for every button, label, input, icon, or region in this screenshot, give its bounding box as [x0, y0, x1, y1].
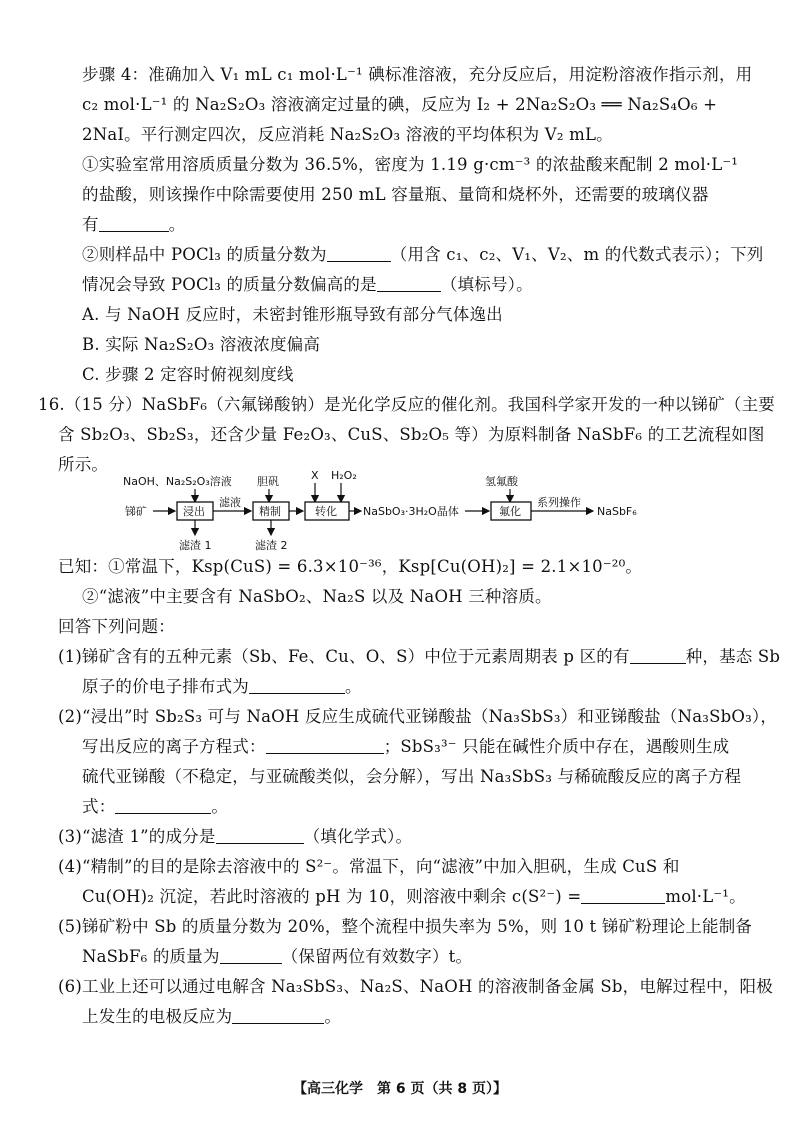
part3-prefix: (3)“滤渣 1”的成分是	[58, 827, 216, 846]
part2-line2-prefix: 写出反应的离子方程式：	[82, 737, 266, 756]
flow-reagent-hf: 氢氟酸	[485, 475, 518, 488]
step4-q1-line-1: ①实验室常用溶质质量分数为 36.5%，密度为 1.19 g·cm⁻³ 的浓盐酸来配制 2 mol·L⁻¹	[82, 155, 739, 174]
q2-prefix: ②则样品中 POCl₃ 的质量分数为	[82, 245, 327, 264]
flow-box-leach-label: 浸出	[183, 505, 205, 518]
part6-line2-prefix: 上发生的电极反应为	[82, 1007, 233, 1026]
part2-line4-prefix: 式：	[82, 797, 116, 816]
step4-line-3: 2NaI。平行测定四次，反应消耗 Na₂S₂O₃ 溶液的平均体积为 V₂ mL。	[82, 125, 613, 144]
process-flow-diagram	[115, 465, 675, 555]
step4-q1-line-3	[82, 214, 185, 236]
step4-q2-line-1	[82, 244, 764, 266]
answer-blank[interactable]	[99, 215, 169, 232]
part6-line-1: (6)工业上还可以通过电解含 Na₃SbS₃、Na₂S、NaOH 的溶液制备金属 Sb，电解过程中，阳极	[58, 977, 773, 996]
answer-blank[interactable]	[220, 947, 282, 964]
part2-line2-suffix: ；SbS₃³⁻ 只能在碱性介质中存在，遇酸则生成	[383, 737, 730, 756]
flow-box-convert-label: 转化	[315, 505, 337, 518]
option-a: A. 与 NaOH 反应时，未密封锥形瓶导致有部分气体逸出	[82, 305, 503, 324]
part5-line-2	[82, 946, 472, 968]
part1-suffix: 种，基态 Sb	[685, 647, 781, 666]
answer-blank[interactable]	[327, 245, 391, 262]
answer-blank[interactable]	[249, 677, 345, 694]
q2-suffix: （用含 c₁、c₂、V₁、V₂、m 的代数式表示）；下列	[390, 245, 764, 264]
part1-line-2	[82, 676, 362, 698]
part2-line-1: (2)“浸出”时 Sb₂S₃ 可与 NaOH 反应生成硫代亚锑酸盐（Na₃SbS₃）和亚锑酸盐（Na₃SbO₃），	[58, 707, 778, 726]
part6-line-2	[82, 1006, 341, 1028]
part2-line-4	[82, 796, 228, 818]
part2-line-2	[82, 736, 729, 758]
step4-line-1: 步骤 4：准确加入 V₁ mL c₁ mol·L⁻¹ 碘标准溶液，充分反应后，用淀粉溶液作指示剂，用	[82, 65, 753, 84]
flow-residue1: 滤渣 1	[179, 539, 212, 552]
q1-suffix: 。	[168, 215, 186, 234]
option-c: C. 步骤 2 定容时俯视刻度线	[82, 365, 294, 384]
part2-line-3: 硫代亚锑酸（不稳定，与亚硫酸类似，会分解），写出 Na₃SbS₃ 与稀硫酸反应的离子方程	[82, 767, 742, 786]
part3-line	[58, 826, 412, 848]
option-b: B. 实际 Na₂S₂O₃ 溶液浓度偏高	[82, 335, 321, 354]
q1-prefix: 有	[82, 215, 99, 234]
page-footer: 【高三化学 第 6 页（共 8 页）】	[293, 1081, 507, 1097]
part1-line-1	[58, 646, 780, 668]
answer-prompt: 回答下列问题：	[58, 617, 175, 636]
flow-product: NaSbF₆	[597, 505, 637, 518]
flow-reagent-danfan: 胆矾	[257, 475, 279, 488]
answer-blank[interactable]	[630, 647, 686, 664]
step4-q1-line-2: 的盐酸，则该操作中除需要使用 250 mL 容量瓶、量筒和烧杯外，还需要的玻璃仪器	[82, 185, 709, 204]
part1-prefix: (1)锑矿含有的五种元素（Sb、Fe、Cu、O、S）中位于元素周期表 p 区的有	[58, 647, 630, 666]
part4-line-1: (4)“精制”的目的是除去溶液中的 S²⁻。常温下，向“滤液”中加入胆矾，生成 CuS 和	[58, 857, 680, 876]
flow-crystal: NaSbO₃·3H₂O晶体	[363, 505, 459, 518]
part4-line2-suffix: mol·L⁻¹。	[665, 887, 746, 906]
flow-reagent-x: X	[311, 469, 319, 482]
flow-series-label: 系列操作	[537, 496, 581, 509]
part5-line2-suffix: （保留两位有效数字）t。	[281, 947, 473, 966]
flow-box-refine-label: 精制	[259, 505, 281, 518]
part5-line2-prefix: NaSbF₆ 的质量为	[82, 947, 220, 966]
q16-line-2: 含 Sb₂O₃、Sb₂S₃，还含少量 Fe₂O₃、CuS、Sb₂O₅ 等）为原料制备 NaSbF₆ 的工艺流程如图	[58, 425, 765, 444]
flow-ore: 锑矿	[125, 505, 147, 518]
step4-q2-line-2	[82, 274, 533, 296]
part4-line-2	[82, 886, 746, 908]
part1-line2-suffix: 。	[345, 677, 362, 696]
known-1: 已知：①常温下，Ksp(CuS) = 6.3×10⁻³⁶，Ksp[Cu(OH)₂] = 2.1×10⁻²⁰。	[58, 557, 643, 576]
part2-line4-suffix: 。	[211, 797, 229, 816]
step4-line-2: c₂ mol·L⁻¹ 的 Na₂S₂O₃ 溶液滴定过量的碘，反应为 I₂ + 2Na₂S₂O₃ ══ Na₂S₄O₆ +	[82, 95, 718, 114]
q2-line2-suffix: （填标号）。	[440, 275, 533, 294]
part1-line2-prefix: 原子的价电子排布式为	[82, 677, 249, 696]
answer-blank[interactable]	[216, 827, 304, 844]
q16-line-3: 所示。	[58, 455, 109, 474]
answer-blank[interactable]	[266, 737, 384, 754]
answer-blank[interactable]	[581, 887, 665, 904]
flow-residue2: 滤渣 2	[255, 539, 288, 552]
part6-line2-suffix: 。	[324, 1007, 342, 1026]
answer-blank[interactable]	[115, 797, 211, 814]
part5-line-1: (5)锑矿粉中 Sb 的质量分数为 20%，整个流程中损失率为 5%，则 10 t 锑矿粉理论上能制备	[58, 917, 753, 936]
flow-box-fluorinate-label: 氟化	[499, 505, 521, 518]
answer-blank[interactable]	[232, 1007, 324, 1024]
flow-reagent-h2o2: H₂O₂	[331, 469, 357, 482]
part3-suffix: （填化学式）。	[303, 827, 413, 846]
q16-line-1: 16.（15 分）NaSbF₆（六氟锑酸钠）是光化学反应的催化剂。我国科学家开发的一种以锑矿（主要	[38, 395, 775, 414]
q2-line2-prefix: 情况会导致 POCl₃ 的质量分数偏高的是	[82, 275, 377, 294]
flow-reagent-naoh: NaOH、Na₂S₂O₃溶液	[123, 475, 232, 488]
answer-blank[interactable]	[377, 275, 441, 292]
known-2: ②“滤液”中主要含有 NaSbO₂、Na₂S 以及 NaOH 三种溶质。	[82, 587, 552, 606]
flow-filtrate-label: 滤液	[219, 496, 241, 509]
part4-line2-prefix: Cu(OH)₂ 沉淀，若此时溶液的 pH 为 10，则溶液中剩余 c(S²⁻) =	[82, 887, 582, 906]
